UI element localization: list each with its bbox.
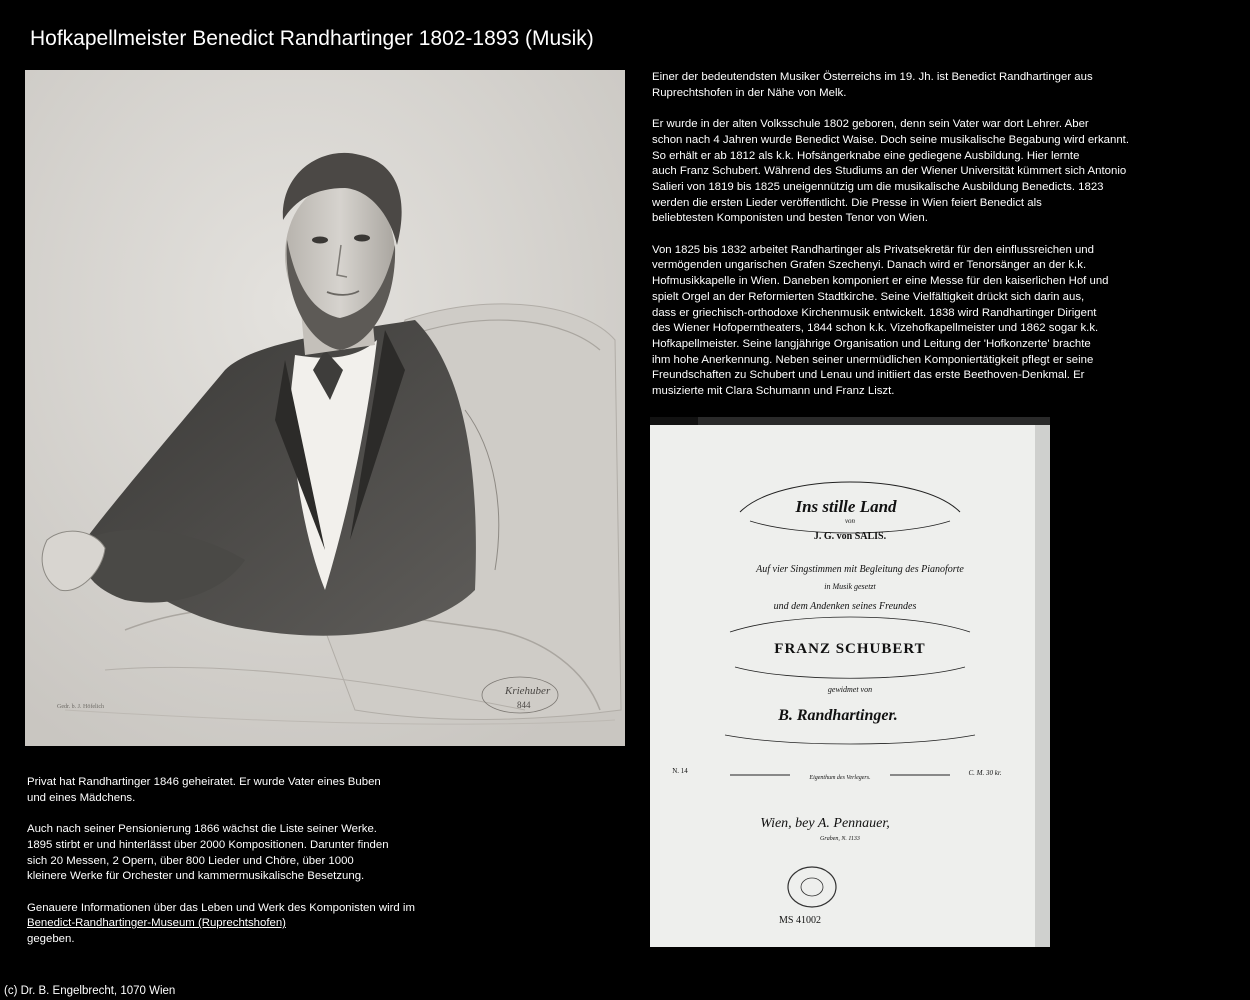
biography-paragraph-1: Einer der bedeutendsten Musiker Österreichs im 19. Jh. ist Benedict Randhartinger aus Ruprechtshofen in der Nähe von Melk.	[652, 71, 1093, 99]
score-line-1: Auf vier Singstimmen mit Begleitung des Pianoforte	[756, 564, 964, 575]
score-dedicator: B. Randhartinger.	[778, 707, 898, 724]
score-title: Ins stille Land	[795, 497, 897, 516]
score-line-2: in Musik gesetzt	[824, 582, 876, 591]
museum-paragraph	[27, 901, 467, 948]
private-life-paragraph-2: Auch nach seiner Pensionierung 1866 wächst die Liste seiner Werke. 1895 stirbt er und hinterlässt über 2000 Kompositionen. Darunter finden sich 20 Messen, 2 Opern, über 800 Lieder und Chöre, über 1000 kleinere Werke für Orchester und kammermusikalische Besetzung.	[27, 823, 389, 883]
score-composer: FRANZ SCHUBERT	[774, 641, 926, 657]
biography-paragraph-3: Von 1825 bis 1832 arbeitet Randhartinger als Privatsekretär für den einflussreichen und vermögenden ungarischen Grafen Szechenyi. Danach wird er Tenorsänger an der k.k. Hofmusikkapelle in Wien. Daneben komponiert er eine Messe für den kaiserlichen Hof und spielt Orgel an der Reformierten Stadtkirche. Seine Vielfältigkeit drückt sich darin aus, dass er griechisch-orthodoxe Kirchenmusik entwickelt. 1838 wird Randhartinger Dirigent des Wiener Hofoperntheaters, 1844 schon k.k. Vizehofkapellmeister und 1862 sogar k.k. Hofkapellmeister. Seine langjährige Organisation und Leitung der 'Hofkonzerte' brachte ihm hohe Anerkennung. Neben seiner unermüdlichen Komponiertätigkeit pflegt er seine Freundschaften zu Schubert und Lenau und initiiert das erste Beethoven-Denkmal. Er musizierte mit Clara Schumann und Franz Liszt.	[652, 243, 1109, 398]
score-stamp-number: MS 41002	[779, 915, 821, 926]
signature-year: 844	[517, 700, 531, 710]
page-title: Hofkapellmeister Benedict Randhartinger 1802-1893 (Musik)	[30, 27, 594, 50]
score-publisher: Wien, bey A. Pennauer,	[760, 816, 890, 831]
score-title-page-image	[650, 417, 1050, 947]
private-life-paragraph-1: Privat hat Randhartinger 1846 geheiratet. Er wurde Vater eines Buben und eines Mädchens.	[27, 776, 381, 804]
private-life-text	[27, 775, 467, 963]
museum-intro-text: Genauere Informationen über das Leben und Werk des Komponisten wird im	[27, 901, 415, 914]
score-address: Graben, N. 1133	[820, 836, 860, 842]
score-ownership: Eigenthum des Verlegers.	[809, 775, 871, 781]
score-line-3: und dem Andenken seines Freundes	[773, 601, 917, 612]
score-price: C. M. 30 kr.	[968, 769, 1002, 777]
biography-paragraph-2: Er wurde in der alten Volksschule 1802 geboren, denn sein Vater war dort Lehrer. Aber schon nach 4 Jahren wurde Benedict Waise. Doch seine musikalische Begabung wird erkannt. So erhält er ab 1812 als k.k. Hofsängerknabe eine gediegene Ausbildung. Hier lernte auch Franz Schubert. Während des Studiums an der Wiener Universität kümmert sich Antonio Salieri von 1819 bis 1825 uneigennützig um die musikalische Ausbildung Benedicts. 1823 werden die ersten Lieder veröffentlicht. Die Presse in Wien feiert Benedict als beliebtesten Komponisten und besten Tenor von Wien.	[652, 118, 1129, 225]
score-gewidmet: gewidmet von	[827, 685, 873, 694]
biography-text	[652, 70, 1212, 415]
score-poet: J. G. von SALIS.	[813, 531, 887, 542]
printer-note: Gedr. b. J. Höfelich	[57, 704, 104, 710]
score-von: von	[844, 517, 856, 525]
museum-outro-text: gegeben.	[27, 933, 75, 945]
portrait-image	[25, 70, 625, 746]
lithographer-signature: Kriehuber	[505, 685, 551, 697]
copyright-footer: (c) Dr. B. Engelbrecht, 1070 Wien	[4, 985, 176, 997]
museum-link[interactable]: Benedict-Randhartinger-Museum (Ruprechtshofen)	[27, 917, 286, 930]
score-plate-number: N. 14	[672, 767, 688, 775]
